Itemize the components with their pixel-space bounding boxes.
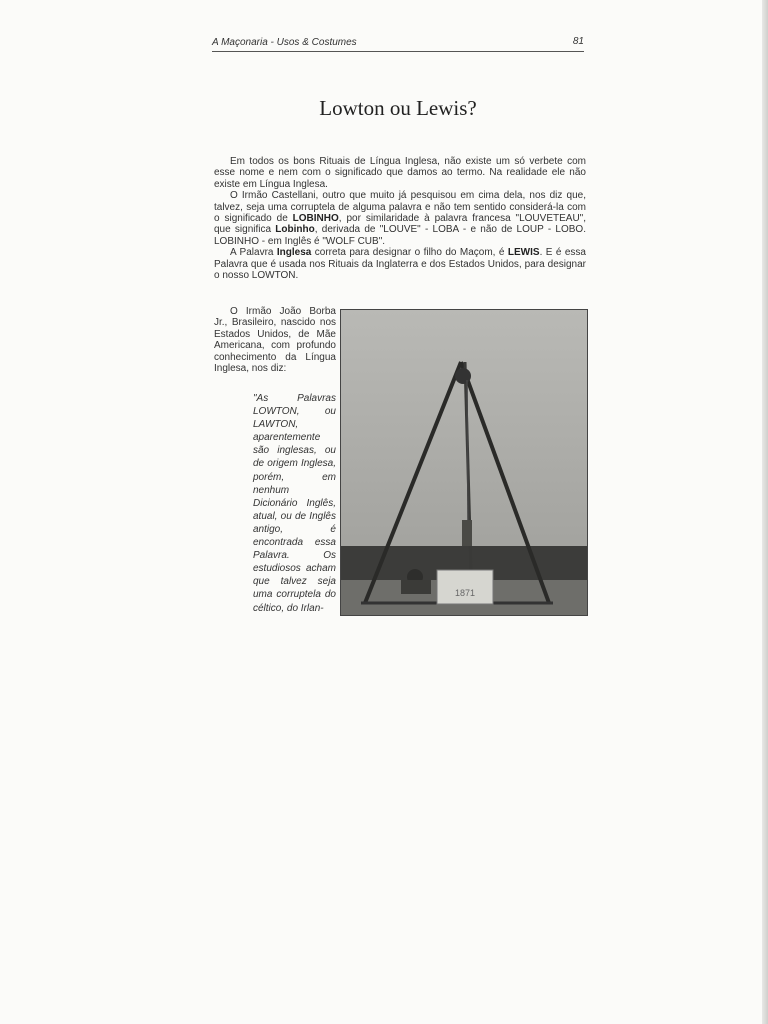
stone-block xyxy=(437,570,493,604)
paragraph-2 xyxy=(214,190,586,247)
hoist-chain xyxy=(467,380,468,520)
lewis-tripod-photo xyxy=(340,309,588,616)
winch-frame xyxy=(401,580,431,594)
p2-text-c: , por similaridade à palavra francesa "LOUVETEAU", que significa xyxy=(214,213,586,236)
stone-inscription: 1871 xyxy=(454,588,476,598)
paragraph-3 xyxy=(214,247,586,281)
paragraph-4: O Irmão João Borba Jr., Brasileiro, nascido nos Estados Unidos, de Mãe Americana, com profundo conhecimento da Língua Inglesa, nos diz: xyxy=(214,306,336,375)
p3-text-c: correta para designar o filho do Maçom, é xyxy=(311,247,508,259)
p3-bold-lewis: LEWIS xyxy=(507,247,540,259)
p3-text-e: . E é essa Palavra que é usada nos Rituais da Inglaterra e dos Estados Unidos, para designar o nosso LOWTON. xyxy=(214,247,586,282)
left-column xyxy=(214,306,336,374)
article-title: Lowton ou Lewis? xyxy=(319,96,477,120)
photo-wall xyxy=(341,310,587,553)
pulley-icon xyxy=(455,368,471,384)
p2-bold-lobinho-2: Lobinho xyxy=(275,224,315,236)
lewis-clamp xyxy=(462,520,472,546)
page-number: 81 xyxy=(572,36,584,47)
running-header xyxy=(212,37,584,52)
p2-text-a: O Irmão Castellani, outro que muito já pesquisou em cima dela, nos diz que, talvez, seja uma corruptela de alguma palavra e não tem sentido considerá-la com o significado de xyxy=(214,190,586,225)
quotation: "As Palavras LOWTON, ou LAWTON, aparentemente são inglesas, ou de origem Inglesa, porém, em nenhum Dicionário Inglês, atual, ou de Inglês antigo, é encontrada essa Palavra. Os estudiosos acham que talvez seja uma corruptela do céltico, do Irlan- xyxy=(253,393,336,614)
p2-bold-lobinho: LOBINHO xyxy=(292,213,339,225)
p3-bold-inglesa: Inglesa xyxy=(276,247,312,259)
running-title: A Maçonaria - Usos & Costumes xyxy=(212,37,357,48)
tripod-illustration xyxy=(341,310,587,615)
scan-edge xyxy=(762,0,768,1024)
paragraph-1: Em todos os bons Rituais de Língua Inglesa, não existe um só verbete com esse nome e nem com o significado que damos ao termo. Na realidade ele não existe em Língua Inglesa. xyxy=(214,156,586,190)
p3-text-a: A Palavra xyxy=(230,247,277,259)
p2-text-e: , derivada de "LOUVE" - LOBA - e não de LOUP - LOBO. LOBINHO - em Inglês é "WOLF CUB". xyxy=(214,224,586,247)
article-body xyxy=(214,156,586,281)
